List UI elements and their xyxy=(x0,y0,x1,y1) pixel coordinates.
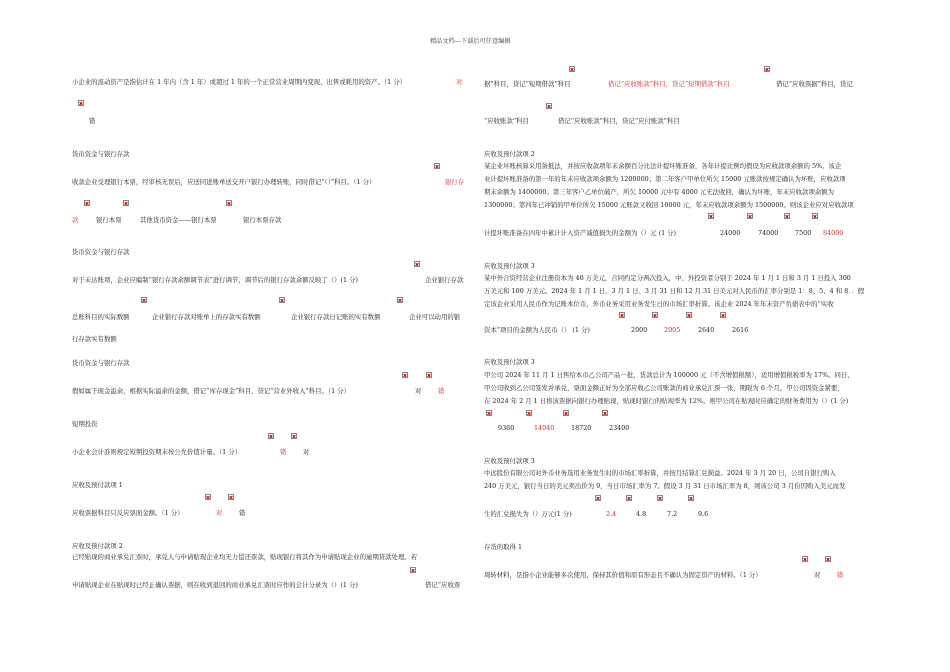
section-title: 应收及预付款项 3 xyxy=(484,358,535,366)
broken-image-icon xyxy=(397,297,403,303)
question-text: 万美元和 100 万美元。2024 年 1 月 1 日、3 月 1 日、3 月 31 日和 12 月 31 日美元对人民币的汇率分别是 1：8、5、4 和 8．．假 xyxy=(484,287,865,295)
broken-image-icon xyxy=(569,66,575,72)
broken-image-icon xyxy=(402,372,408,378)
answer-correct-cont: 款 xyxy=(72,216,79,224)
question-text: 假如属于现金溢余，根据实际溢余的金额，借记“库存现金”科目，贷记“营业外收入”科目。（1 分） xyxy=(72,387,350,395)
broken-image-icon xyxy=(708,213,714,219)
section-title: 应收及预付款项 3 xyxy=(484,262,535,270)
broken-image-icon xyxy=(563,410,569,416)
question-text: 甲公司收到乙公司签发并承兑，票面金额正好为全部应收乙公司账款的商业承兑汇票一张，期限为 6 个月。甲公司因资金紧要， xyxy=(484,384,844,392)
broken-image-icon xyxy=(626,495,632,501)
broken-image-icon xyxy=(526,410,532,416)
broken-image-icon xyxy=(784,213,790,219)
question-text: 计提坏账准备在四年中累计计入资产减值损失的金额为（）元 (1 分) xyxy=(484,229,677,237)
broken-image-icon xyxy=(141,297,147,303)
answer-correct: 错 xyxy=(438,387,445,395)
broken-image-icon xyxy=(268,433,274,439)
option-1[interactable]: 2000 xyxy=(631,326,648,334)
broken-image-icon xyxy=(84,200,90,206)
option-3[interactable]: 7.2 xyxy=(667,510,678,518)
broken-image-icon xyxy=(764,66,770,72)
answer-correct: 2005 xyxy=(664,326,681,334)
option-2[interactable]: 错 xyxy=(239,509,246,517)
question-text: 1300000；第四年已冲销的甲单位所欠 15000 元账款又收回 10000 元，年末应收款项余额为 1500000。则该企业应对应收款项 xyxy=(484,201,854,209)
broken-image-icon xyxy=(410,567,416,573)
broken-image-icon xyxy=(802,556,808,562)
option-3[interactable]: 其他货币资金——银行本票 xyxy=(140,216,217,224)
option-2[interactable]: 企业银行存款对账单上的存款实有数额 xyxy=(152,313,261,321)
option-2[interactable]: 4.8 xyxy=(636,510,647,518)
option-1[interactable]: 企业银行存款 xyxy=(425,276,464,284)
answer-correct: 2.4 xyxy=(606,510,617,518)
option-3-cont: “应收账款”科目 xyxy=(484,117,529,125)
question-text: 收款企业受理银行本票，经审核无误后，应送同进账单送交开户银行办理转账，同时借记“（）”科目。（1 分） xyxy=(72,178,376,186)
option-1[interactable]: 9360 xyxy=(498,424,515,432)
question-text: 业计提坏账准备的第一年的年末应收款项余额为 1200000；第二年客户甲单位所欠 15000 元账款按规定确认为坏账，应收款项 xyxy=(484,175,846,183)
broken-image-icon xyxy=(747,213,753,219)
broken-image-icon xyxy=(825,556,831,562)
question-text: 小企业的流动资产是指估计在 1 年内（含 1 年）或超过 1 年的一个正常营业周期内变现、出售或耗用的资产。（1 分） xyxy=(72,78,407,86)
option-1[interactable]: 24000 xyxy=(720,229,741,237)
answer-correct: 对 xyxy=(456,78,463,86)
option-wrong[interactable]: 错 xyxy=(89,117,96,125)
broken-image-icon xyxy=(414,261,420,267)
option-2[interactable]: 74000 xyxy=(758,229,779,237)
broken-image-icon xyxy=(205,494,211,500)
option-1[interactable]: 对 xyxy=(814,571,821,579)
question-text: 某中外合资经营企业注册资本为 40 万美元，合同约定分两次投入，中、外投资者分别于 2024 年 1 月 1 日和 3 月 1 日投入 300 xyxy=(484,274,851,282)
section-title: 短期投资 xyxy=(72,420,98,428)
page-header: 精品文档---下载后可任意编辑 xyxy=(430,38,511,45)
broken-image-icon xyxy=(812,213,818,219)
option-3[interactable]: 18720 xyxy=(571,424,592,432)
answer-correct: 银行存 xyxy=(445,178,465,186)
question-text-cont: 申请贴现企业在贴现时已经止确认票据，则在收到退回的商业承兑汇票时应作的会计分录为（）(1 分) xyxy=(72,581,358,589)
broken-image-icon xyxy=(226,200,232,206)
option-4[interactable]: 企业可以动用的银 xyxy=(409,313,461,321)
question-text: 某企业坏账核算采用备抵法，并按应收款项年末余额百分比法计提坏账准备，各年计提比例均假设为应收款项余额的 5%。该企 xyxy=(484,162,842,170)
option-4[interactable]: 银行本票存款 xyxy=(243,216,282,224)
section-title: 货币资金与银行存款 xyxy=(72,359,130,367)
option-4[interactable]: 23400 xyxy=(609,424,630,432)
answer-correct: 对 xyxy=(216,509,223,517)
broken-image-icon xyxy=(279,297,285,303)
option-3[interactable]: 2640 xyxy=(698,326,715,334)
broken-image-icon xyxy=(486,410,492,416)
answer-correct: 错 xyxy=(837,571,844,579)
question-text: 资本”项目的金额为人民币（） (1 分) xyxy=(484,326,590,334)
answer-correct: 借记“应收账款”科目，贷记“短期借款”科目 xyxy=(608,80,730,88)
question-text: 中远股份有限公司对外币业务选用业务发生时的市场汇率折算，并按月结算汇兑损益。2024 年 3 月 20 日，公司自银行购入 xyxy=(484,469,836,477)
option-3[interactable]: 企业银行存款日记账的实有数额 xyxy=(291,313,381,321)
broken-image-icon xyxy=(602,410,608,416)
section-title: 应收及预付款项 1 xyxy=(72,481,123,489)
answer-correct: 84000 xyxy=(823,229,844,237)
answer-correct: 14040 xyxy=(534,424,555,432)
option-4[interactable]: 借记“应收账款”科目，贷记“应付账款”科目 xyxy=(558,117,680,125)
question-text: 在 2024 年 2 月 1 日将该票据向银行办理贴现，贴现时银行的贴现率为 12%。则甲公司在贴现时应确定的财务费用为（）(1 分) xyxy=(484,397,849,405)
broken-image-icon xyxy=(434,163,440,169)
option-3[interactable]: 借记“应收票据”科目，贷记 xyxy=(776,80,853,88)
option-1[interactable]: 对 xyxy=(415,387,422,395)
question-text: 240 万美元，银行当日的美元卖出价为 9，当日市场汇率为 7。假设 3 月 31 日市场汇率为 8，则该公司 3 月份因购入美元而发 xyxy=(484,482,846,490)
option-4[interactable]: 2616 xyxy=(732,326,749,334)
option-1-cont: 据”科目，贷记“短期借款”科目 xyxy=(484,80,571,88)
section-title: 应收及预付款项 2 xyxy=(484,150,535,158)
question-text: 生的汇兑损失为（）万元(1 分) xyxy=(484,510,572,518)
broken-image-icon xyxy=(426,372,432,378)
broken-image-icon xyxy=(720,312,726,318)
option-2[interactable]: 银行本票 xyxy=(96,216,122,224)
section-title: 货币资金与银行存款 xyxy=(72,248,130,256)
question-text: 应收票据科目只反应票面金额。（1 分） xyxy=(72,509,184,517)
section-title: 应收及预付款项 3 xyxy=(484,457,535,465)
option-1-cont: 总账科目的实际数额 xyxy=(72,313,130,321)
section-title: 应收及预付款项 2 xyxy=(72,542,123,550)
broken-image-icon xyxy=(228,494,234,500)
broken-image-icon xyxy=(688,495,694,501)
broken-image-icon xyxy=(657,495,663,501)
question-text: 小企业会计准则规定短期投资期末按公允价值计量。（1 分） xyxy=(72,448,242,456)
answer-correct: 错 xyxy=(280,448,287,456)
option-4-cont: 行存款实有数额 xyxy=(72,335,117,343)
broken-image-icon xyxy=(686,312,692,318)
broken-image-icon xyxy=(595,495,601,501)
question-text: 定该企业采用人民币作为记账本位币，外币业务采用业务发生日的市场汇率折算。该企业 2024 年年末资产负债表中的“实收 xyxy=(484,300,834,308)
broken-image-icon xyxy=(78,100,84,106)
broken-image-icon xyxy=(123,200,129,206)
section-title: 存货的取得 1 xyxy=(484,543,523,551)
question-text: 已经贴现的商业承兑汇票时，承兑人与申请贴现企业均无力偿还票款，贴现银行将其作为申请贴现企业的逾期贷款处理。若 xyxy=(72,553,418,561)
option-4[interactable]: 9.6 xyxy=(698,510,709,518)
option-3[interactable]: 7500 xyxy=(795,229,812,237)
option-2[interactable]: 对 xyxy=(303,448,310,456)
section-title: 货币资金与银行存款 xyxy=(72,150,130,158)
question-text: 对于未达账项，企业应编制“银行存款余额调节表”进行调节，调节后的银行存款余额反映了（）(1 分) xyxy=(72,276,359,284)
broken-image-icon xyxy=(652,312,658,318)
option-1[interactable]: 借记“应收票 xyxy=(425,581,461,589)
question-text: 周转材料，是指小企业能够多次使用、保持其价值和原有形态且不确认为固定资产的材料。（1 分） xyxy=(484,571,762,579)
broken-image-icon xyxy=(619,312,625,318)
broken-image-icon xyxy=(546,103,552,109)
question-text: 期末余额为 1400000；第三年客户乙单位破产，所欠 10000 元中有 4000 元无法收回，确认为坏账，年末应收款项余额为 xyxy=(484,188,835,196)
question-text: 甲公司 2024 年 11 月 1 日售给本市乙公司产品一批，货款总计为 100000 元（不含增值税额），适用增值税税率为 17%。同日， xyxy=(484,371,854,379)
broken-image-icon xyxy=(291,433,297,439)
